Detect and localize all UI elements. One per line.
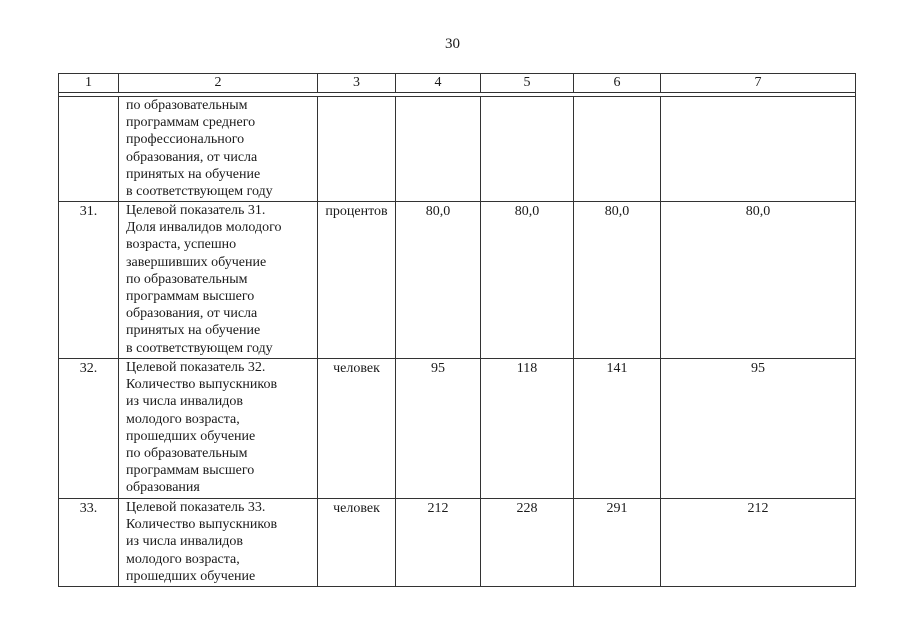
header-cell-1: 1 <box>59 74 119 92</box>
text-line: Целевой показатель 33. <box>126 500 266 515</box>
value-cell-4: 95 <box>396 359 481 498</box>
row-number-cell: 33. <box>59 499 119 586</box>
value-cell-5: 80,0 <box>481 202 574 358</box>
text-line: в соответствующем году <box>126 184 273 200</box>
indicator-text-cell <box>119 202 318 358</box>
text-line: по образовательным <box>126 271 248 287</box>
text-line: принятых на обучение <box>126 323 261 339</box>
row-number-cell: 32. <box>59 359 119 498</box>
text-line: Целевой показатель 32. <box>126 360 266 375</box>
value-cell-4: 80,0 <box>396 202 481 358</box>
value-cell-6: 291 <box>574 499 661 586</box>
table-row <box>59 359 855 499</box>
text-line: образования, от числа <box>126 149 258 165</box>
value-cell-6: 141 <box>574 359 661 498</box>
indicator-text-cell <box>119 499 318 586</box>
value-cell-6 <box>574 97 661 201</box>
text-line: по образовательным <box>126 98 248 113</box>
header-cell-4: 4 <box>396 74 481 92</box>
text-line: прошедших обучение <box>126 428 256 444</box>
text-line: молодого возраста, <box>126 551 240 567</box>
indicator-text-cell <box>119 359 318 498</box>
text-line: Количество выпускников <box>126 517 278 533</box>
value-cell-6: 80,0 <box>574 202 661 358</box>
text-line: программам высшего <box>126 289 255 305</box>
text-line: программам высшего <box>126 463 255 479</box>
header-cell-7: 7 <box>754 75 762 90</box>
unit-cell: процентов <box>318 202 396 358</box>
value-cell-7 <box>661 97 855 201</box>
text-line: в соответствующем году <box>126 340 273 356</box>
value-cell-7: 80,0 <box>745 204 771 219</box>
text-line: из числа инвалидов <box>126 534 243 550</box>
table-row <box>59 499 855 586</box>
text-line: Количество выпускников <box>126 377 278 393</box>
header-cell-6: 6 <box>574 74 661 92</box>
text-line: профессионального <box>126 132 245 148</box>
value-cell-7: 95 <box>751 361 765 376</box>
text-line: молодого возраста, <box>126 411 240 427</box>
text-line: Целевой показатель 31. <box>126 203 266 218</box>
text-line: программам среднего <box>126 115 256 131</box>
value-cell-4 <box>396 97 481 201</box>
value-cell-5 <box>481 97 574 201</box>
text-line: прошедших обучение <box>126 568 256 584</box>
value-cell-5: 228 <box>481 499 574 586</box>
page-number: 30 <box>445 36 460 52</box>
text-line: возраста, успешно <box>126 237 237 253</box>
header-cell-3: 3 <box>318 74 396 92</box>
unit-cell: человек <box>318 499 396 586</box>
table-row <box>59 202 855 359</box>
value-cell-4: 212 <box>396 499 481 586</box>
text-line: из числа инвалидов <box>126 394 243 410</box>
header-cell-5: 5 <box>481 74 574 92</box>
indicators-table <box>58 73 856 587</box>
value-cell-7: 212 <box>747 501 769 516</box>
row-number-cell: 31. <box>59 202 119 358</box>
unit-cell <box>318 97 396 201</box>
table-row <box>59 97 855 202</box>
unit-cell: человек <box>318 359 396 498</box>
table-header-row <box>59 74 855 93</box>
text-line: образования <box>126 480 200 496</box>
indicator-text-cell <box>119 97 318 201</box>
text-line: принятых на обучение <box>126 166 261 182</box>
text-line: завершивших обучение <box>126 254 267 270</box>
header-cell-2: 2 <box>119 74 318 92</box>
value-cell-5: 118 <box>481 359 574 498</box>
row-number-cell <box>59 97 119 201</box>
text-line: Доля инвалидов молодого <box>126 220 282 236</box>
text-line: образования, от числа <box>126 306 258 322</box>
text-line: по образовательным <box>126 446 248 462</box>
